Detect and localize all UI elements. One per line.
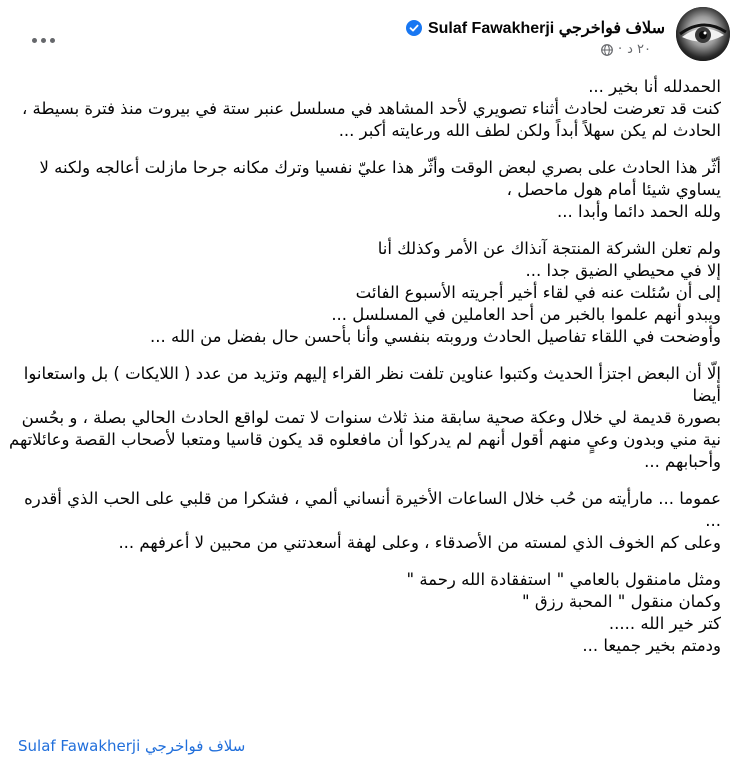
post-paragraph-2: أثّر هذا الحادث على بصري لبعض الوقت وأثّر هذا عليّ نفسيا وترك مكانه جرحا مازلت أعالجه ولكنه لا يساوي شيئا أمام هول ماحصل ، ولله الحمد دائما وأبدا ...: [39, 158, 721, 221]
avatar[interactable]: [676, 7, 730, 61]
post-body: [9, 76, 721, 672]
post-paragraph-6: ومثل مامنقول بالعامي " استفقادة الله رحمة " وكمان منقول " المحبة رزق " كتر خير الله ..... ودمتم بخير جميعا ...: [406, 570, 721, 655]
post-header: [0, 0, 737, 72]
more-options-icon-dot-1: [32, 38, 37, 43]
author-name[interactable]: Sulaf Fawakherji سلاف فواخرجي: [427, 20, 665, 37]
verified-badge-icon: [406, 20, 422, 36]
signature-link[interactable]: Sulaf Fawakherji سلاف فواخرجي: [18, 737, 246, 755]
post-paragraph-1: الحمدلله أنا بخير ... كنت قد تعرضت لحادث أثناء تصويري لأحد المشاهد في مسلسل عنبر ستة في بيروت منذ فترة بسيطة ، الحادث لم يكن سهلاً أبداً ولكن لطف الله ورعايته أكبر ...: [21, 77, 721, 140]
post-paragraph-3: ولم تعلن الشركة المنتجة آنذاك عن الأمر وكذلك أنا إلا في محيطي الضيق جدا ... إلى أن سُئلت عنه في لقاء أخير أجريته الأسبوع الفائت ويبدو أنهم علموا بالخبر من أحد العاملين في المسلسل ... وأوضحت في اللقاء تفاصيل الحادث وروبته بنفسي وأنا بأحسن حال بفضل من الله ...: [149, 239, 721, 346]
post-paragraph-4: إلّا أن البعض اجتزأ الحديث وكتبوا عناوين تلفت نظر القراء إليهم وتزيد من عدد ( اللايكات ) بل واستعانوا أيضا بصورة قديمة لي خلال وعكة صحية سابقة منذ ثلاث سنوات لا تمت لواقع الحادث الحالي بصلة ، و بحُسن نية مني وبدون وعيٍ منهم أقول أنهم لم يدركوا أن مافعلوه قد يكون قاسيا ومتعبا لأصحاب القصة وعائلاتهم وأحبابهم ...: [8, 364, 721, 471]
post-time[interactable]: ٢٠ د: [627, 42, 651, 57]
avatar-eye-icon: [676, 7, 730, 61]
more-options-button[interactable]: [28, 30, 58, 50]
globe-icon[interactable]: [601, 44, 613, 56]
author-line: [406, 16, 665, 40]
meta-separator: ·: [617, 42, 623, 57]
more-options-icon-dot-2: [41, 38, 46, 43]
post-meta: [601, 42, 651, 57]
post-paragraph-5: عموما ... مارأيته من حُب خلال الساعات الأخيرة أنساني ألمي ، فشكرا من قلبي على الحب الذي أقدره ... وعلى كم الخوف الذي لمسته من الأصدقاء ، وعلى لهفة أسعدتني من محبين لا أعرفهم ...: [24, 489, 721, 552]
more-options-icon-dot-3: [50, 38, 55, 43]
